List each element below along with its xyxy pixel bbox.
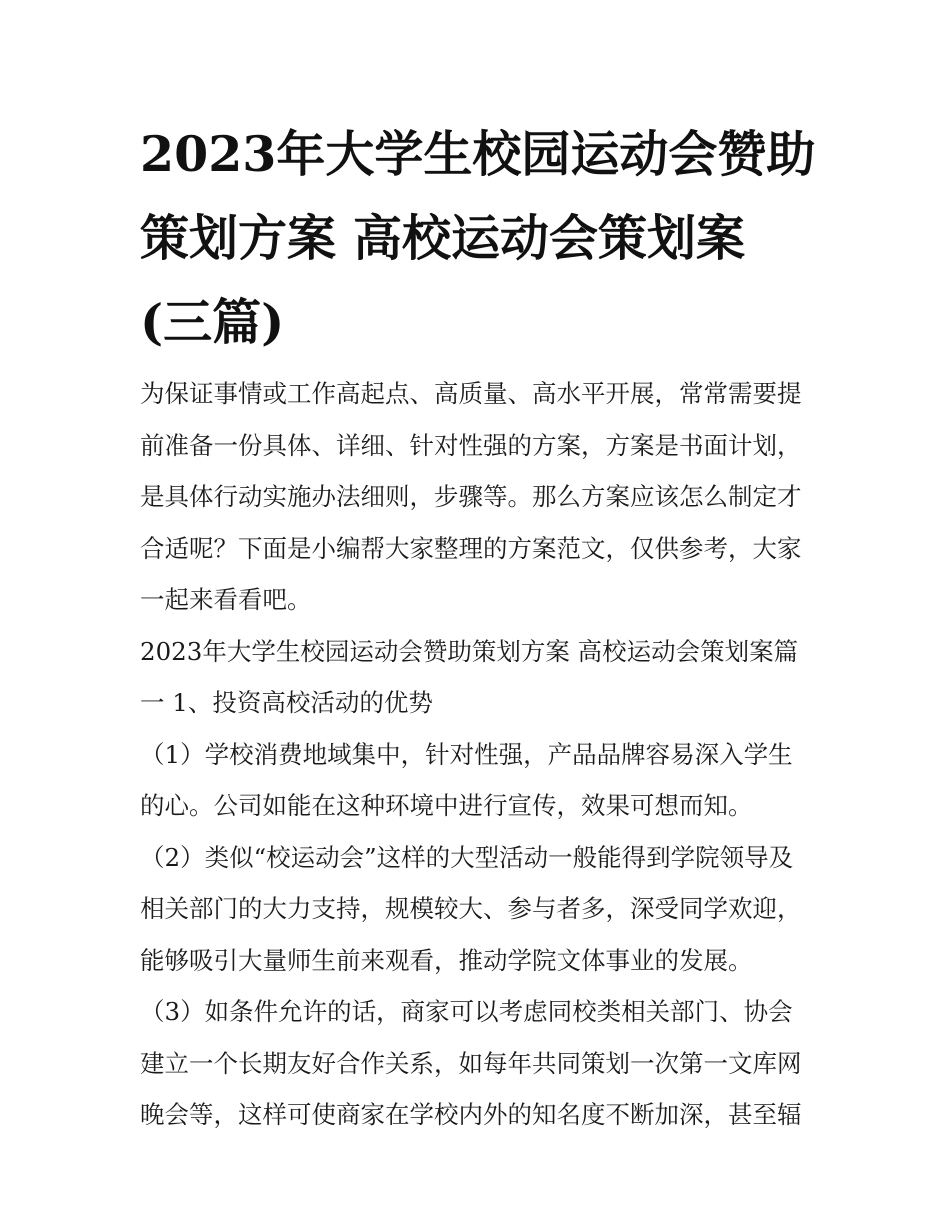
document-content bbox=[140, 112, 816, 1141]
title-line: 策划方案 高校运动会策划案 bbox=[140, 209, 746, 267]
text-line: 能够吸引大量师生前来观看，推动学院文体事业的发展。 bbox=[140, 945, 753, 975]
point-1-paragraph bbox=[140, 729, 812, 832]
text-line: 是具体行动实施办法细则，步骤等。那么方案应该怎么制定才 bbox=[140, 482, 802, 511]
title-line: (三篇) bbox=[140, 293, 285, 351]
document-title bbox=[140, 112, 816, 364]
text-line: （1）学校消费地域集中，针对性强，产品品牌容易深入学生 bbox=[140, 739, 793, 769]
text-line: 一 1、投资高校活动的优势 bbox=[140, 688, 433, 717]
point-3-paragraph bbox=[140, 986, 812, 1141]
document-body bbox=[140, 368, 812, 1141]
text-line: 前准备一份具体、详细、针对性强的方案，方案是书面计划， bbox=[140, 430, 802, 460]
text-line: 2023年大学生校园运动会赞助策划方案 高校运动会策划案篇 bbox=[140, 636, 799, 666]
intro-paragraph bbox=[140, 368, 812, 626]
text-line: 晚会等，这样可使商家在学校内外的知名度不断加深，甚至辐 bbox=[140, 1100, 802, 1129]
text-line: 合适呢？下面是小编帮大家整理的方案范文，仅供参考，大家 bbox=[140, 533, 802, 563]
text-line: 建立一个长期友好合作关系，如每年共同策划一次第一文库网 bbox=[140, 1048, 802, 1078]
text-line: 相关部门的大力支持，规模较大、参与者多，深受同学欢迎， bbox=[140, 894, 802, 923]
text-line: 一起来看看吧。 bbox=[140, 585, 312, 614]
text-line: 为保证事情或工作高起点、高质量、高水平开展，常常需要提 bbox=[140, 379, 802, 408]
section-heading bbox=[140, 626, 812, 729]
text-line: （2）类似“校运动会”这样的大型活动一般能得到学院领导及 bbox=[140, 842, 794, 872]
point-2-paragraph bbox=[140, 832, 812, 987]
text-line: （3）如条件允许的话，商家可以考虑同校类相关部门、协会 bbox=[140, 997, 793, 1026]
text-line: 的心。公司如能在这种环境中进行宣传，效果可想而知。 bbox=[140, 791, 753, 820]
title-line: 2023年大学生校园运动会赞助 bbox=[140, 125, 816, 183]
